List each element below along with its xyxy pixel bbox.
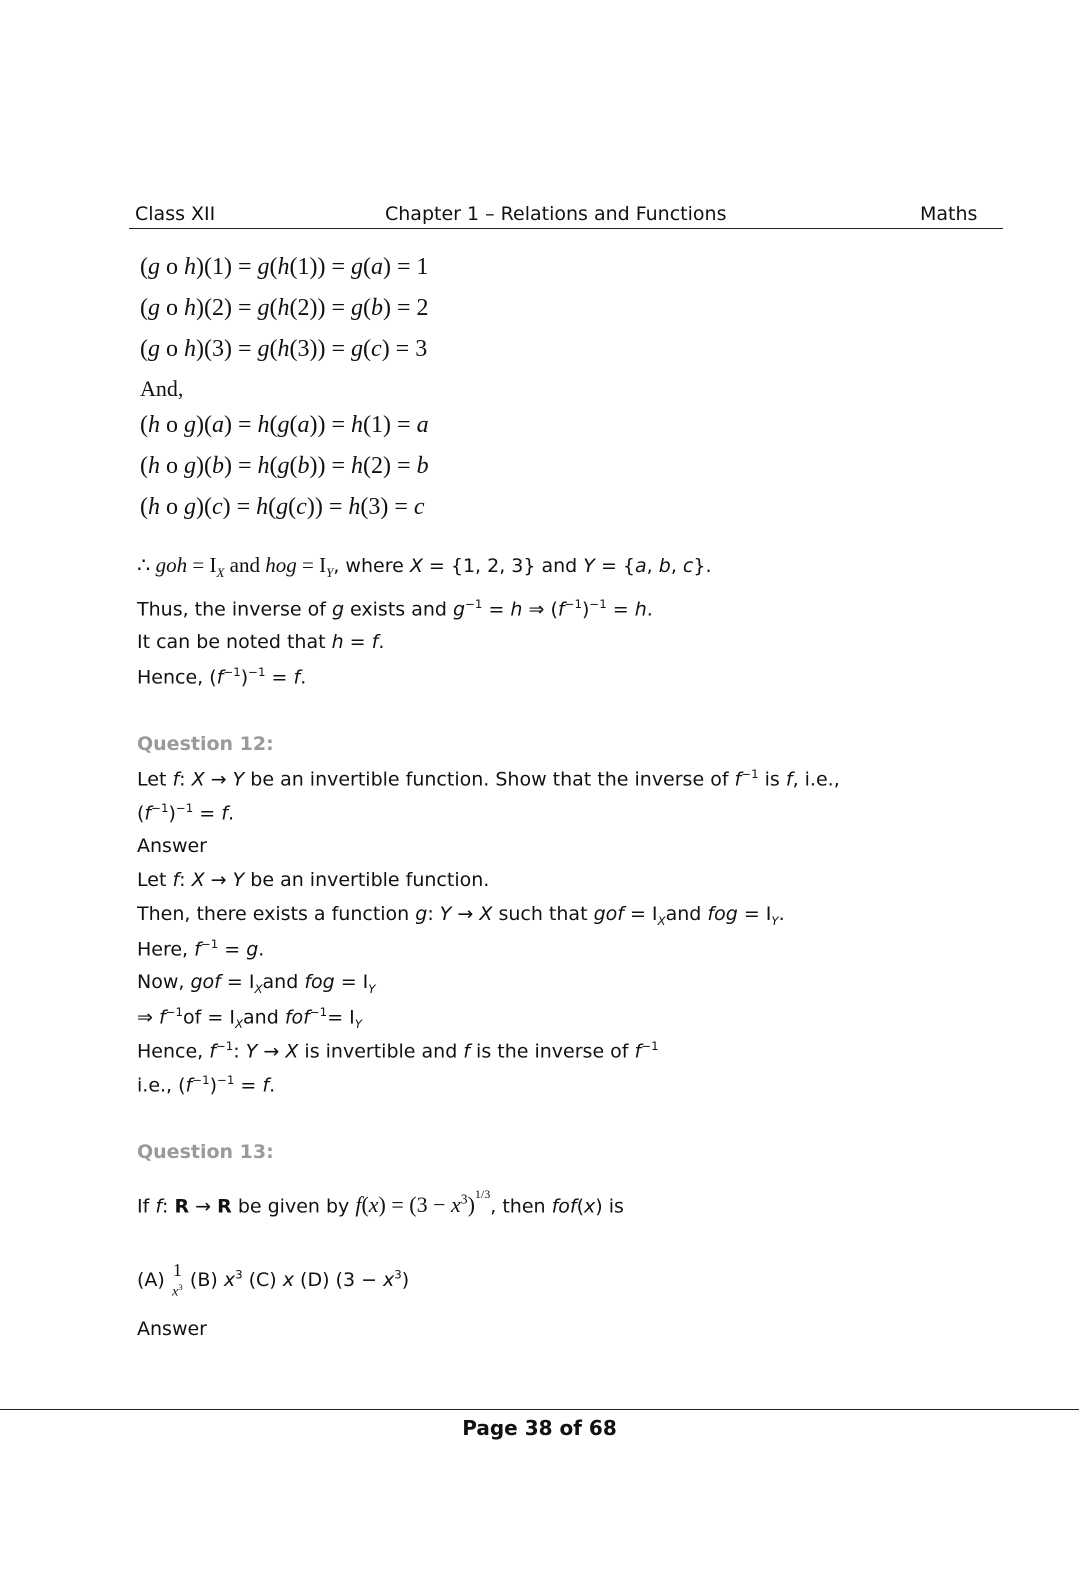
answer-12-line-5: ⇒ $f^{-1}of = I_Xand$ $fof^{-1}= I_Y$ — [137, 1005, 362, 1032]
thus-line: Thus, the inverse of g exists and $g^{-1} = h$ ⇒ $(f^{-1})^{-1} = h$. — [137, 597, 653, 621]
answer-12-line-3: Here, $f^{-1} = g$. — [137, 937, 265, 961]
answer-label-12: Answer — [137, 835, 207, 857]
equation-hog-1: (h o g)(a) = h(g(a)) = h(1) = a — [140, 412, 429, 438]
page-number: Page 38 of 68 — [462, 1416, 617, 1440]
answer-12-line-2: Then, there exists a function g: Y → X such that gof = $I_Xand$ fog = $I_Y$. — [137, 903, 785, 928]
question-12-title: Question 12: — [137, 733, 274, 755]
equation-goh-1: (g o h)(1) = g(h(1)) = g(a) = 1 — [140, 254, 429, 280]
hence-line: Hence, $(f^{-1})^{-1} = f$. — [137, 665, 307, 689]
question-12-statement-cont: $(f^{-1})^{-1} = f$. — [137, 801, 235, 825]
answer-12-line-6: Hence, $f^{-1}$: Y → X is invertible and f is the inverse of $f^{-1}$ — [137, 1039, 659, 1063]
equation-goh-2: (g o h)(2) = g(h(2)) = g(b) = 2 — [140, 295, 429, 321]
question-13-statement: If f: R → R be given by $f(x) = (3 - x^3)^{1/3}$, then fof(x) is — [137, 1187, 624, 1218]
question-13-title: Question 13: — [137, 1141, 274, 1163]
equation-hog-3: (h o g)(c) = h(g(c)) = h(3) = c — [140, 494, 425, 520]
equation-goh-3: (g o h)(3) = g(h(3)) = g(c) = 3 — [140, 336, 428, 362]
header-subject: Maths — [920, 203, 978, 225]
answer-12-line-1: Let f: X → Y be an invertible function. — [137, 869, 490, 891]
header-chapter: Chapter 1 – Relations and Functions — [385, 203, 727, 225]
option-a-fraction: $\frac{1}{x^3}$ — [172, 1260, 183, 1300]
therefore-line: ∴ goh = $I_X$ and hog = $I_Y$, where X = {1, 2, 3} and Y = {a, b, c}. — [137, 553, 712, 581]
answer-12-line-7: i.e., $(f^{-1})^{-1} = f$. — [137, 1073, 276, 1097]
noted-line: It can be noted that h = f. — [137, 631, 385, 653]
header-divider — [129, 228, 1003, 229]
and-label: And, — [140, 376, 184, 401]
equation-hog-2: (h o g)(b) = h(g(b)) = h(2) = b — [140, 453, 429, 479]
header-class: Class XII — [135, 203, 216, 225]
answer-label-13: Answer — [137, 1318, 207, 1340]
question-12-statement: Let f: X → Y be an invertible function. Show that the inverse of $f^{-1}$ is f, i.e., — [137, 767, 840, 791]
footer-divider — [0, 1409, 1079, 1410]
question-13-options: (A) $\frac{1}{x^3}$ (B) $x^3$ (C) x (D) $(3 - x^3)$ — [137, 1260, 410, 1300]
answer-12-line-4: Now, gof = $I_Xand$ fog = $I_Y$ — [137, 971, 376, 996]
